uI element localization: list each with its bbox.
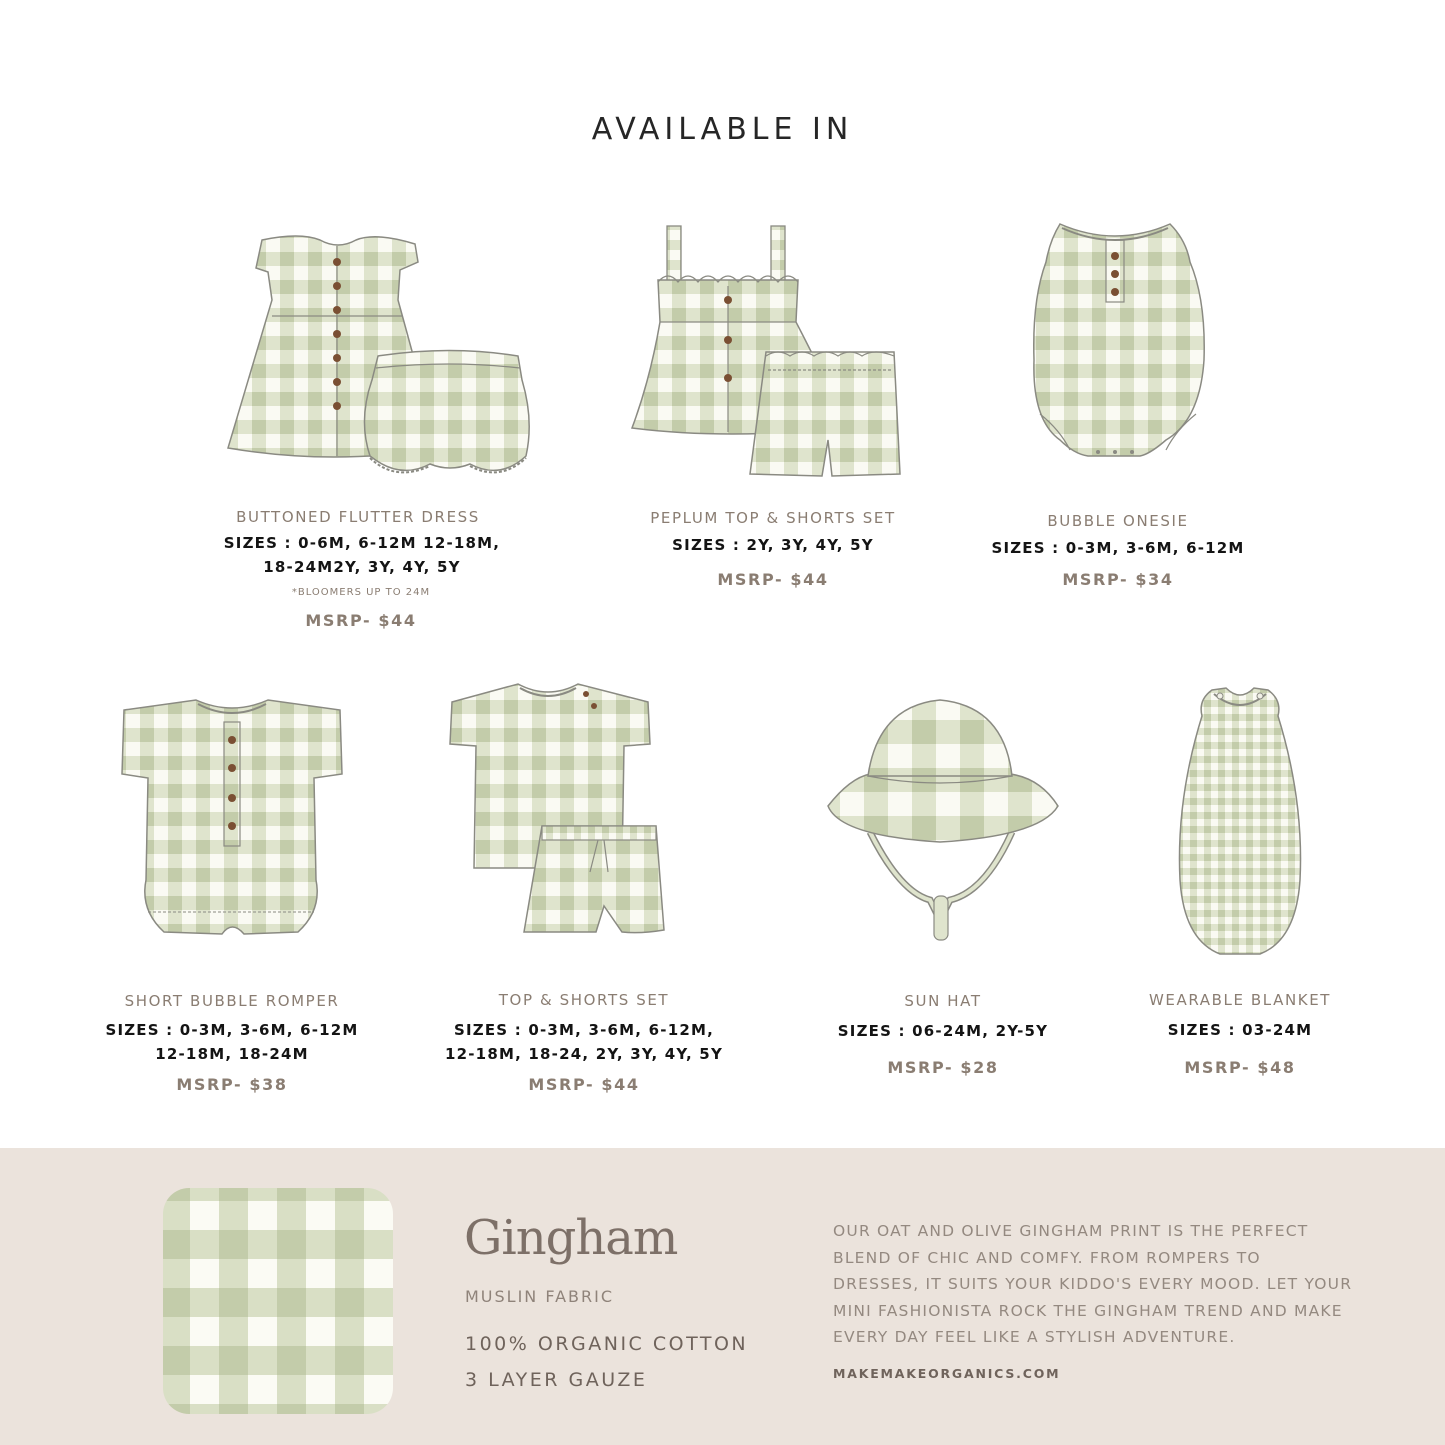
fabric-spec-gauze: 3 LAYER GAUZE (465, 1369, 648, 1391)
fabric-name: Gingham (464, 1210, 678, 1266)
product-price: MSRP- $48 (1184, 1058, 1296, 1077)
page-title: AVAILABLE IN (591, 112, 854, 147)
product-name: BUTTONED FLUTTER DRESS (236, 508, 480, 526)
product-price: MSRP- $44 (717, 570, 829, 589)
product-sizes: SIZES : 0-3M, 3-6M, 6-12M (991, 539, 1245, 557)
product-name: WEARABLE BLANKET (1148, 991, 1332, 1009)
product-price: MSRP- $38 (176, 1075, 288, 1094)
product-price: MSRP- $34 (1062, 570, 1174, 589)
fabric-description: OUR OAT AND OLIVE GINGHAM PRINT IS THE PERFECT BLEND OF CHIC AND COMFY. FROM ROMPERS TO DRESSES, IT SUITS YOUR KIDDO'S EVERY MOOD. LET YOUR MINI FASHIONISTA ROCK THE GINGHAM TREND AND MAKE EVERY DAY FEEL LIKE A STYLISH ADVENTURE. (833, 1222, 1353, 1347)
product-name: PEPLUM TOP & SHORTS SET (650, 509, 896, 527)
fabric-type: MUSLIN FABRIC (465, 1287, 615, 1306)
product-sizes: SIZES : 03-24M (1167, 1021, 1313, 1039)
product-name: SUN HAT (904, 992, 982, 1010)
fabric-spec-cotton: 100% ORGANIC COTTON (465, 1333, 749, 1355)
product-note: *BLOOMERS UP TO 24M (291, 587, 431, 598)
product-sizes-line2: 12-18M, 18-24M (155, 1045, 309, 1063)
product-name: TOP & SHORTS SET (498, 991, 670, 1009)
product-price: MSRP- $44 (528, 1075, 640, 1094)
product-price: MSRP- $44 (305, 611, 417, 630)
product-sizes-line2: 12-18M, 18-24, 2Y, 3Y, 4Y, 5Y (444, 1045, 724, 1063)
product-sizes: SIZES : 0-6M, 6-12M 12-18M, (223, 534, 501, 552)
gingham-swatch (163, 1188, 393, 1414)
product-name: SHORT BUBBLE ROMPER (124, 992, 340, 1010)
product-sizes-line2: 18-24M2Y, 3Y, 4Y, 5Y (263, 558, 461, 576)
product-sizes: SIZES : 06-24M, 2Y-5Y (837, 1022, 1049, 1040)
product-sizes: SIZES : 0-3M, 3-6M, 6-12M (105, 1021, 359, 1039)
website-link[interactable]: MAKEMAKEORGANICS.COM (833, 1366, 1061, 1381)
product-sizes: SIZES : 2Y, 3Y, 4Y, 5Y (672, 536, 874, 554)
product-name: BUBBLE ONESIE (1047, 512, 1189, 530)
product-price: MSRP- $28 (887, 1058, 999, 1077)
gingham-swatch-pattern (163, 1188, 393, 1414)
product-sizes: SIZES : 0-3M, 3-6M, 6-12M, (453, 1021, 714, 1039)
